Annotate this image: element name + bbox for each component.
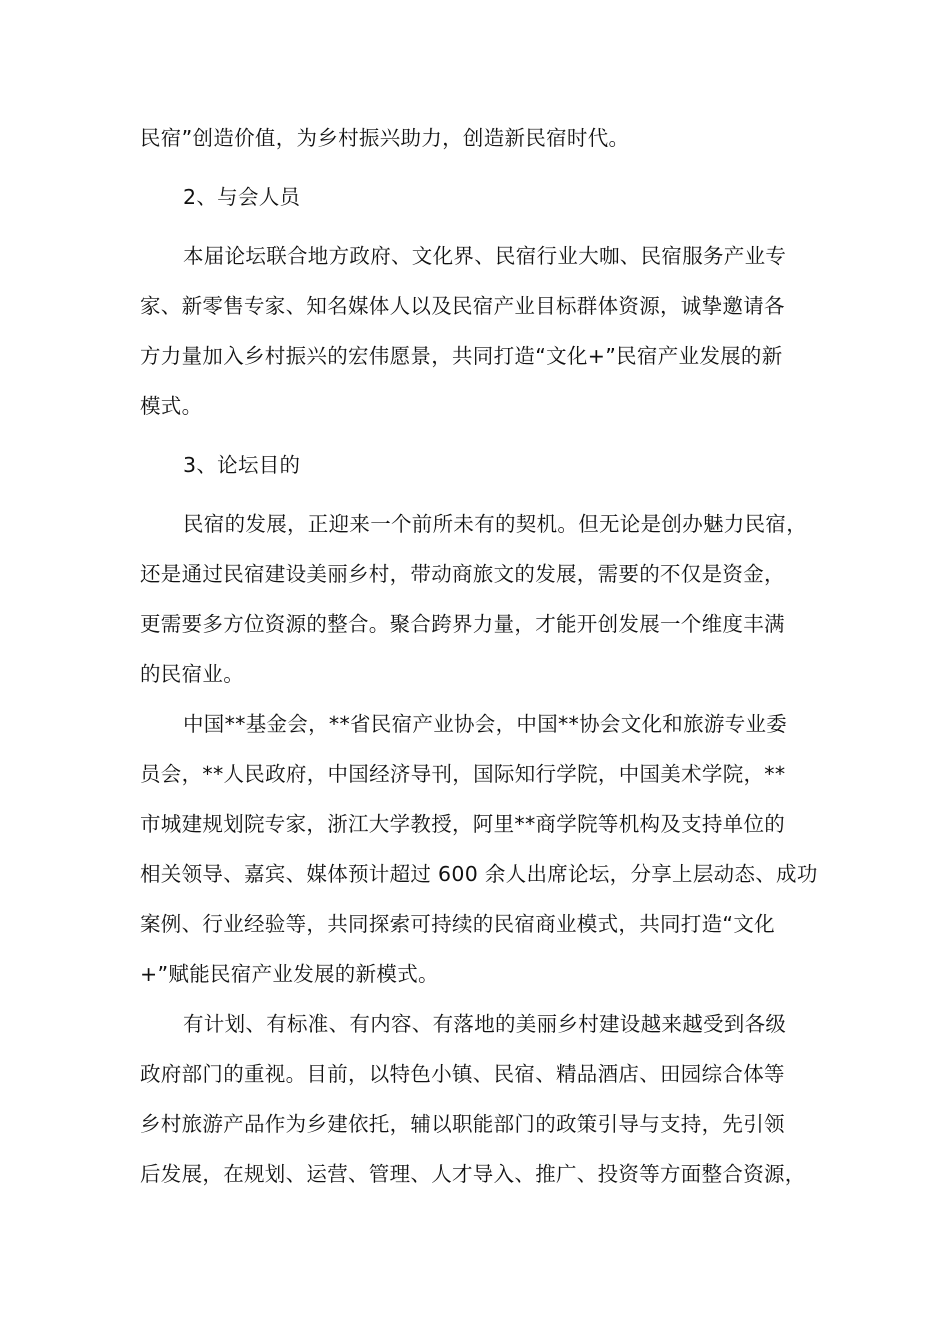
paragraph-line: 案例、行业经验等，共同探索可持续的民宿商业模式，共同打造“文化 [140,912,775,936]
section3-paragraph-1 [140,499,820,699]
paragraph-line: 后发展，在规划、运营、管理、人才导入、推广、投资等方面整合资源， [140,1162,806,1186]
spacer [140,431,820,440]
paragraph-line: 政府部门的重视。目前，以特色小镇、民宿、精品酒店、田园综合体等 [140,1062,785,1086]
paragraph-line: 市城建规划院专家，浙江大学教授，阿里**商学院等机构及支持单位的 [140,812,786,836]
paragraph-line: 民宿的发展，正迎来一个前所未有的契机。但无论是创办魅力民宿， [183,512,807,536]
document-body [140,113,820,1199]
intro-tail-line: 民宿”创造价值，为乡村振兴助力，创造新民宿时代。 [140,126,630,150]
paragraph-line: 方力量加入乡村振兴的宏伟愿景，共同打造“文化+”民宿产业发展的新 [140,344,783,368]
spacer [140,222,820,231]
paragraph-line: +”赋能民宿产业发展的新模式。 [140,962,439,986]
paragraph-line: 乡村旅游产品作为乡建依托，辅以职能部门的政策引导与支持，先引领 [140,1112,785,1136]
section3-heading: 3、论坛目的 [183,453,301,477]
paragraph-line: 本届论坛联合地方政府、文化界、民宿行业大咖、民宿服务产业专 [183,244,787,268]
paragraph-line: 更需要多方位资源的整合。聚合跨界力量，才能开创发展一个维度丰满 [140,612,785,636]
paragraph-line: 的民宿业。 [140,662,244,686]
spacer [140,163,820,172]
spacer [140,490,820,499]
section2-heading: 2、与会人员 [183,185,301,209]
paragraph-line: 相关领导、嘉宾、媒体预计超过 600 余人出席论坛，分享上层动态、成功 [140,862,818,886]
paragraph-line: 还是通过民宿建设美丽乡村，带动商旅文的发展，需要的不仅是资金， [140,562,785,586]
section3-paragraph-2 [140,699,820,999]
paragraph-line: 员会，**人民政府，中国经济导刊，国际知行学院，中国美术学院，** [140,762,786,786]
paragraph-line: 家、新零售专家、知名媒体人以及民宿产业目标群体资源，诚挚邀请各 [140,294,785,318]
paragraph-line: 中国**基金会，**省民宿产业协会，中国**协会文化和旅游专业委 [183,712,788,736]
paragraph-line: 有计划、有标准、有内容、有落地的美丽乡村建设越来越受到各级 [183,1012,787,1036]
paragraph-line: 模式。 [140,394,203,418]
section2-paragraph [140,231,820,431]
section3-paragraph-3 [140,999,820,1199]
